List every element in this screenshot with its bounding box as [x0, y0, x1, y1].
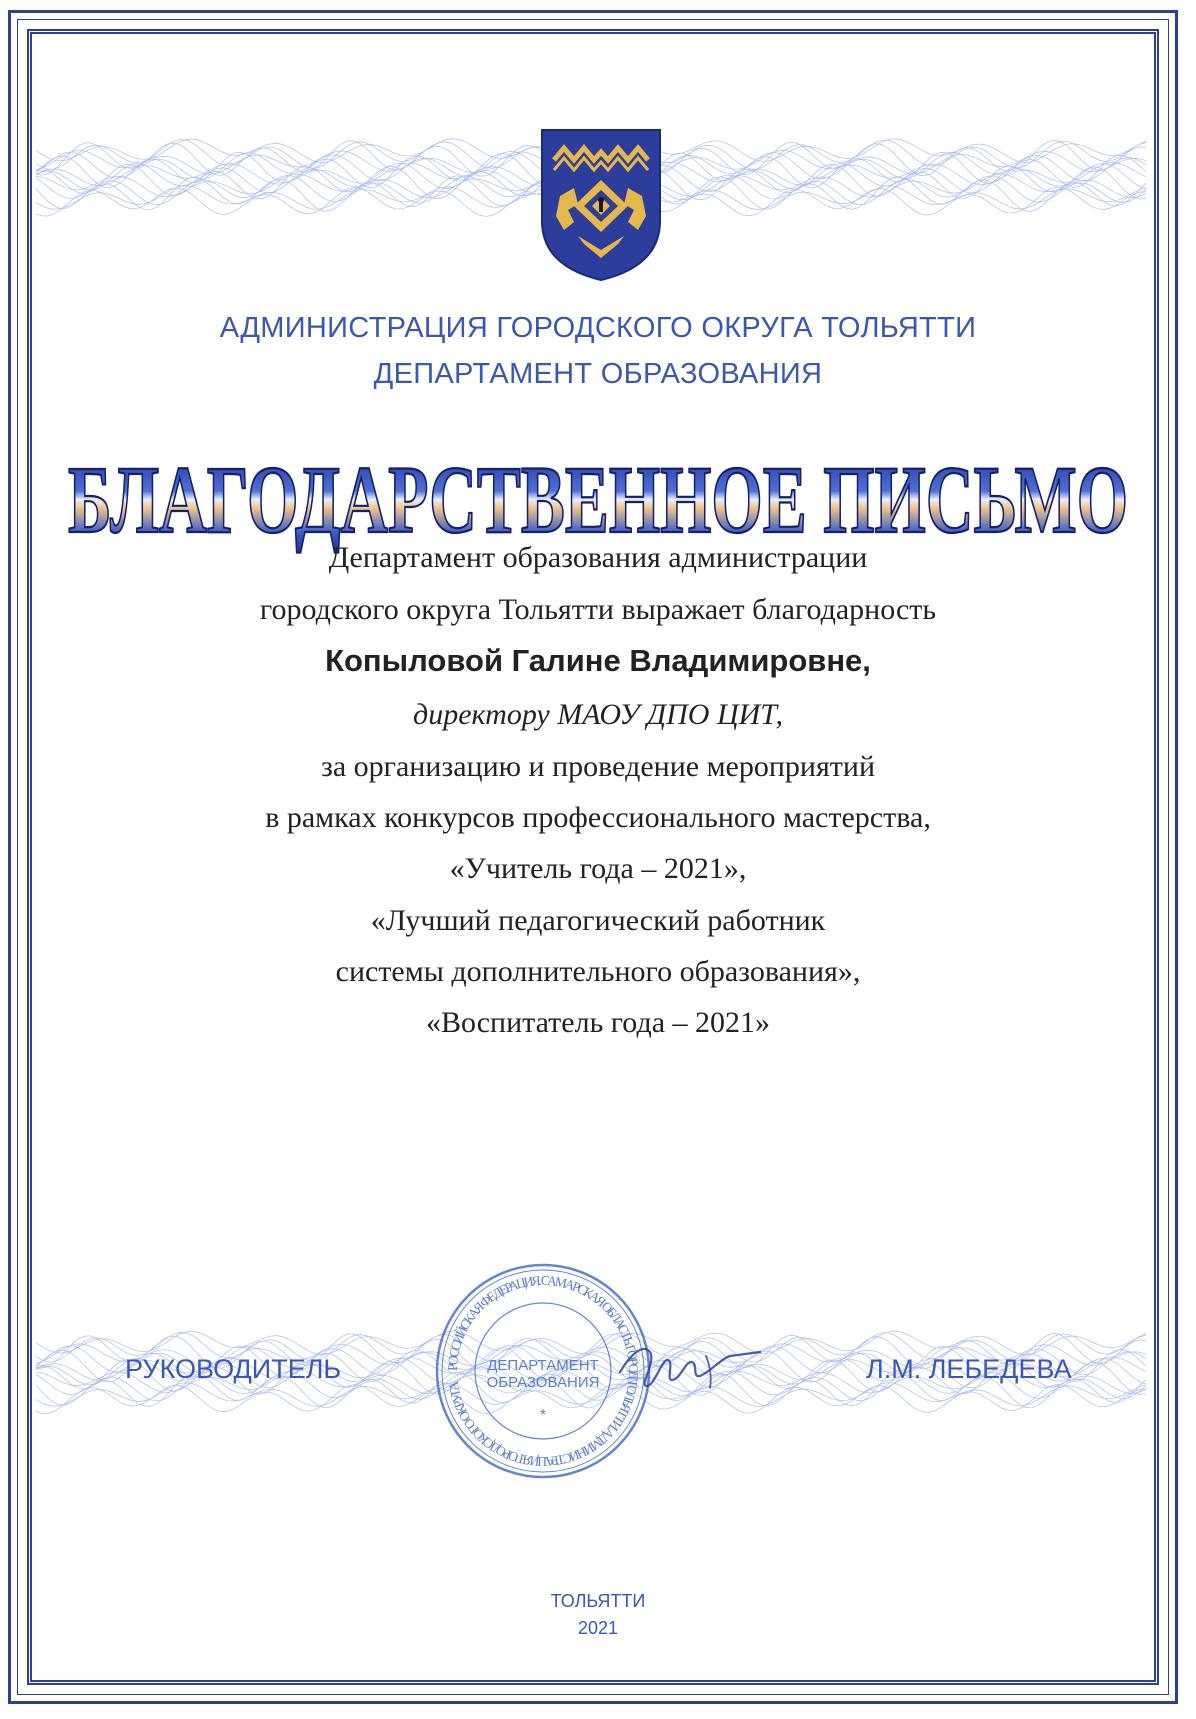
svg-text:*: *: [539, 1407, 547, 1424]
footer-year: 2021: [577, 1618, 619, 1638]
tolyatti-coat-of-arms-icon: [538, 126, 664, 284]
administration-title: АДМИНИСТРАЦИЯ ГОРОДСКОГО ОКРУГА ТОЛЬЯТТИ: [219, 312, 977, 344]
handwritten-signature: [610, 1322, 770, 1400]
certificate-title-text: БЛАГОДАРСТВЕННОЕ ПИСЬМО: [68, 446, 1128, 553]
signer-name: Л.М. ЛЕБЕДЕВА: [866, 1354, 1072, 1384]
signer-role: РУКОВОДИТЕЛЬ: [125, 1354, 342, 1384]
body-line-9: системы дополнительного образования»,: [335, 955, 861, 988]
body-line-6: в рамках конкурсов профессионального мастерства,: [265, 801, 931, 834]
body-line-2: городского округа Тольятти выражает благодарность: [259, 593, 937, 626]
body-line-1: Департамент образования администрации: [328, 541, 868, 574]
footer-city: ТОЛЬЯТТИ: [550, 1591, 646, 1611]
body-line-7: «Учитель года – 2021»,: [449, 852, 747, 885]
body-line-8: «Лучший педагогический работник: [370, 904, 826, 937]
recipient-position: директору МАОУ ДПО ЦИТ,: [413, 698, 783, 731]
recipient-name: Копыловой Галине Владимировне,: [325, 643, 871, 678]
body-line-10: «Воспитатель года – 2021»: [425, 1006, 771, 1039]
svg-text:ДЕПАРТАМЕНТ: ДЕПАРТАМЕНТ: [487, 1357, 599, 1374]
body-line-5: за организацию и проведение мероприятий: [320, 750, 876, 783]
svg-text:РОССИЙСКАЯ ФЕДЕРАЦИЯ. САМАРСКА: РОССИЙСКАЯ ФЕДЕРАЦИЯ. САМАРСКАЯ ОБЛАСТЬ. ГОРОД ТОЛЬЯТТИ. АДМИНИСТРАЦИЯ ГОРОДСКОГО ОКРУГА: [444, 1272, 642, 1470]
svg-text:ОБРАЗОВАНИЯ: ОБРАЗОВАНИЯ: [486, 1374, 600, 1391]
department-title: ДЕПАРТАМЕНТ ОБРАЗОВАНИЯ: [373, 358, 823, 390]
